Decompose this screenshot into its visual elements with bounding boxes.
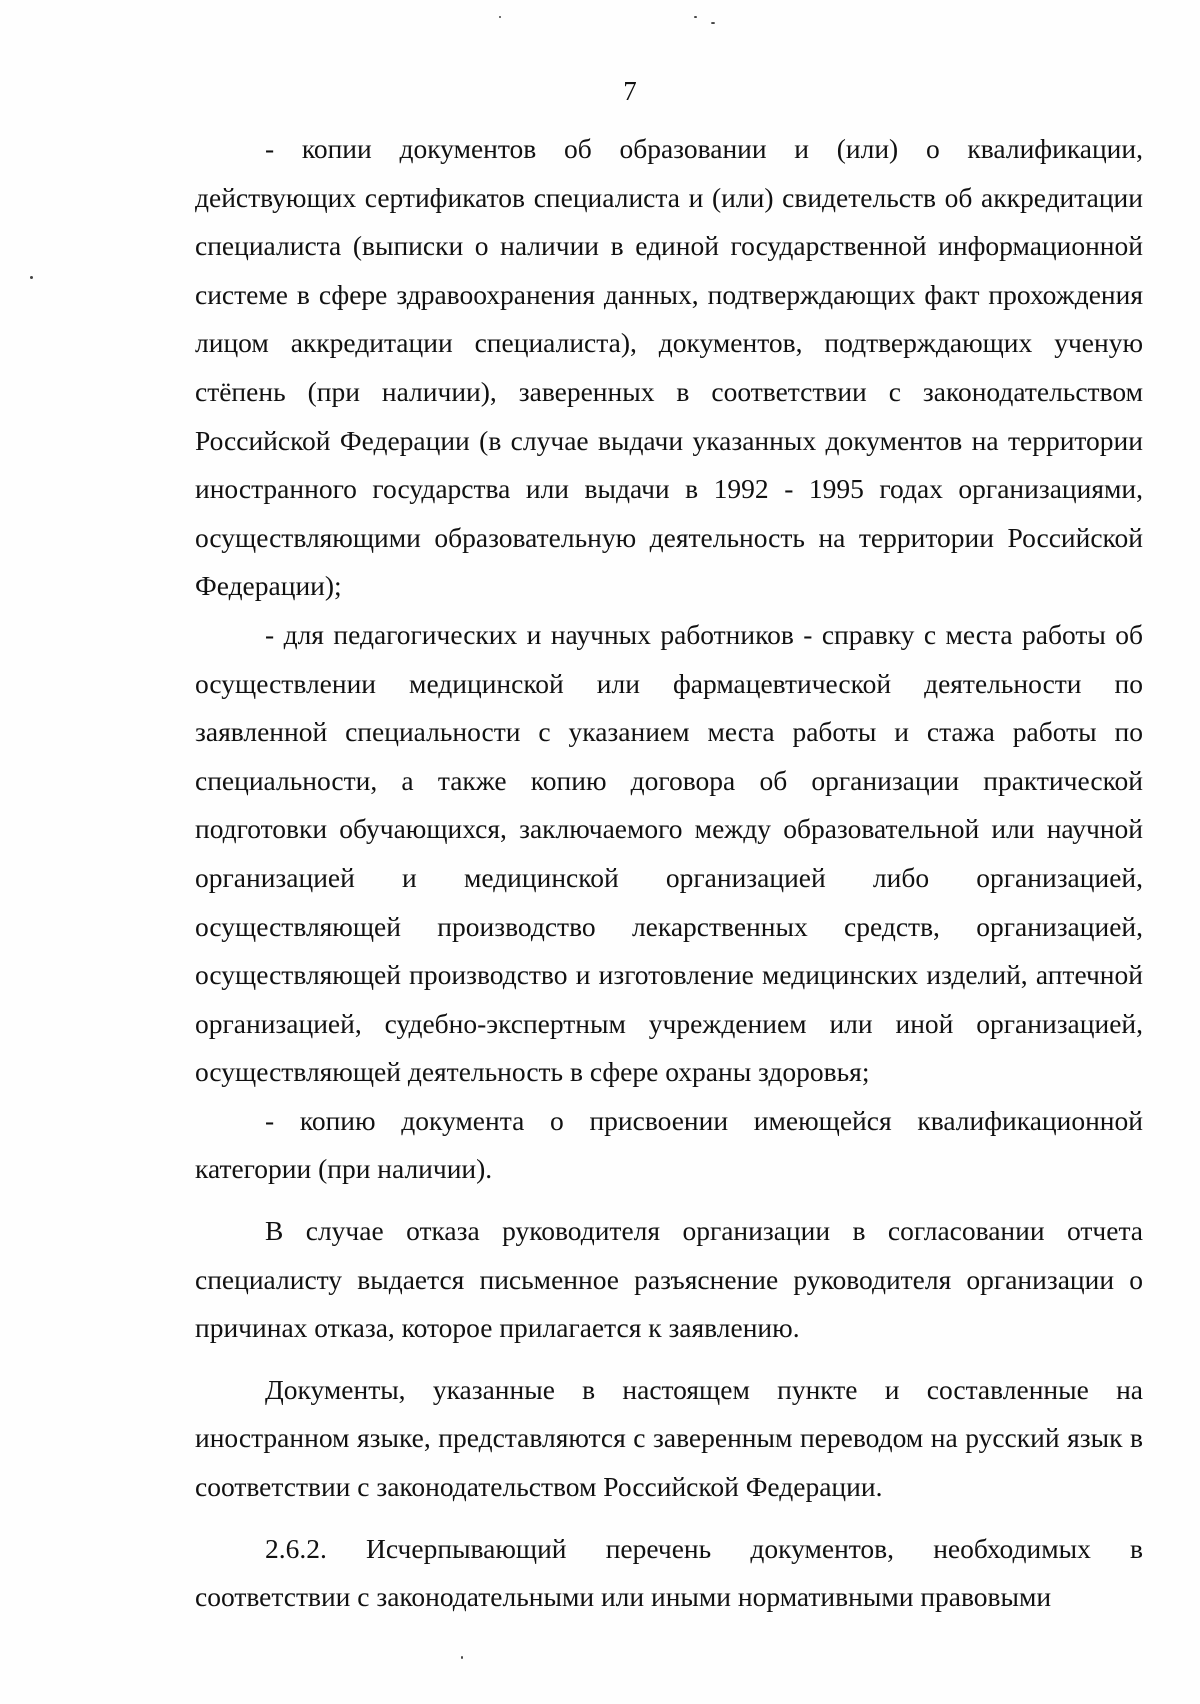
scan-speck — [30, 276, 33, 279]
paragraph-section-2-6-2: 2.6.2. Исчерпывающий перечень документов, необходимых в соответствии с законодательными или иными нормативными правовыми — [195, 1532, 1143, 1613]
paragraph-foreign-documents: Документы, указанные в настоящем пункте и составленные на иностранном языке, представляются с заверенным переводом на русский язык в соответствии с законодательством Российской Федерации. — [195, 1373, 1143, 1503]
paragraph-qualification-category: - копию документа о присвоении имеющейся квалификационной категории (при наличии). — [195, 1104, 1143, 1185]
scan-speck — [711, 22, 715, 24]
scan-speck — [461, 1656, 463, 1659]
paragraph-refusal: В случае отказа руководителя организации в согласовании отчета специалисту выдается письменное разъяснение руководителя организации о причинах отказа, которое прилагается к заявлению. — [195, 1215, 1143, 1344]
scan-speck — [499, 16, 501, 18]
scan-speck — [694, 16, 697, 18]
page-number: 7 — [623, 76, 637, 106]
paragraph-teaching-staff: - для педагогических и научных работников - справку с места работы об осуществлении медицинской или фармацевтической деятельности по заявленной специальности с указанием места работы и стажа работы по специальности, а также копию договора об организации практической подготовки обучающихся, заключаемого между образовательной или научной организацией и медицинской организацией либо организацией, осуществляющей производство лекарственных средств, организацией, осуществляющей производство и изготовление медицинских изделий, аптечной организацией, судебно-экспертным учреждением или иной организацией, осуществляющей деятельность в сфере охраны здоровья; — [195, 618, 1143, 1088]
paragraph-education-documents: - копии документов об образовании и (или) о квалификации, действующих сертификатов специалиста и (или) свидетельств об аккредитации специалиста (выписки о наличии в единой государственной информационной системе в сфере здравоохранения данных, подтверждающих факт прохождения лицом аккредитации специалиста), документов, подтверждающих ученую стёпень (при наличии), заверенных в соответствии с законодательством Российской Федерации (в случае выдачи указанных документов на территории иностранного государства или выдачи в 1992 - 1995 годах организациями, осуществляющими образовательную деятельность на территории Российской Федерации); — [195, 133, 1143, 602]
document-body — [195, 125, 1143, 1622]
